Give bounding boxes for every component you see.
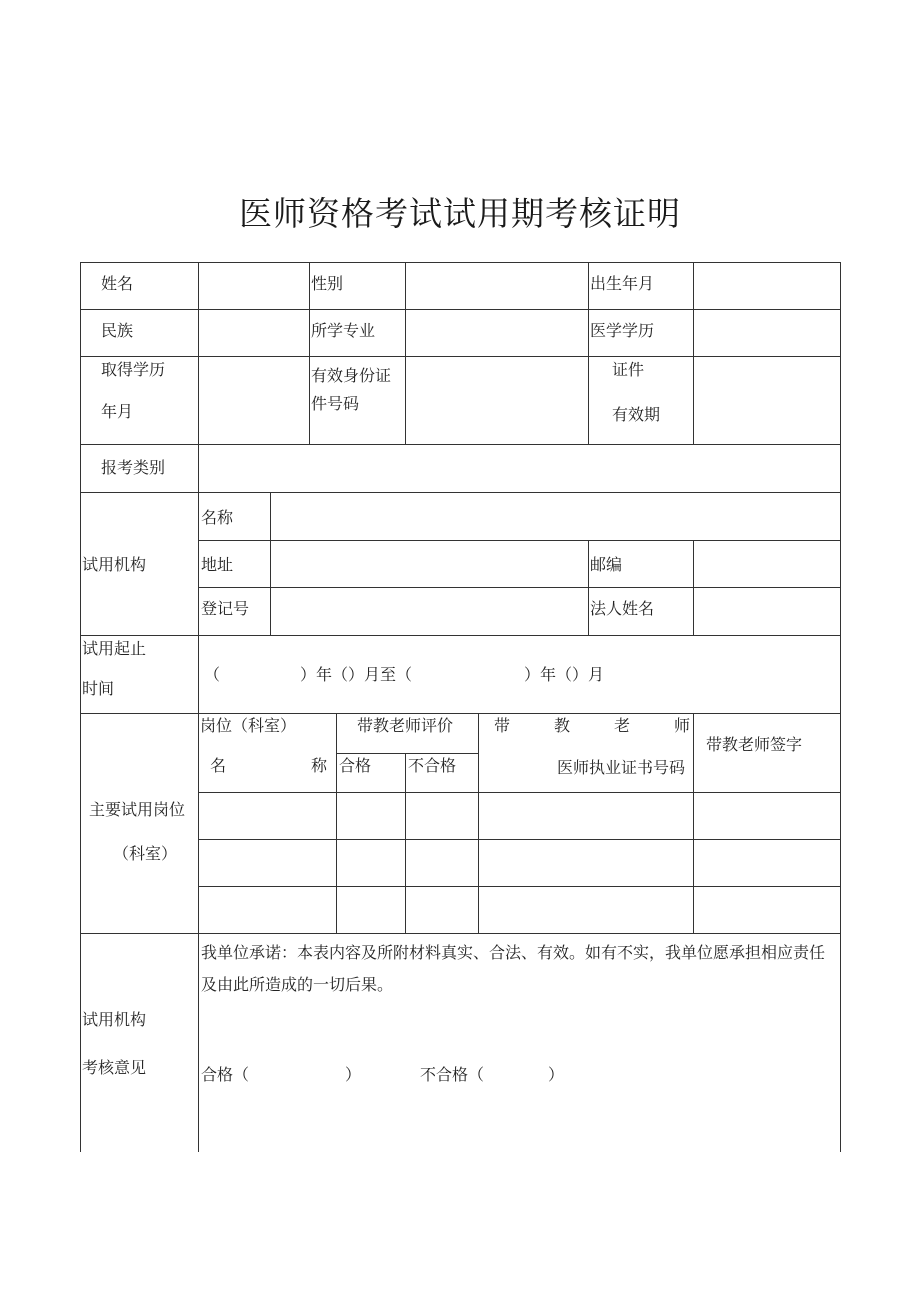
field-period[interactable]: （ ）年（）月至（ ）年（）月 <box>204 665 605 684</box>
header-teacher-eval: 带教老师评价 <box>357 716 454 735</box>
field-education[interactable] <box>694 310 840 356</box>
label-period-1: 试用起止 <box>82 639 147 658</box>
label-id-2: 件号码 <box>311 394 360 413</box>
label-opinion-1: 试用机构 <box>82 1010 147 1029</box>
header-teacher-char: 老 <box>613 716 630 735</box>
label-cert-2: 有效期 <box>612 405 661 424</box>
header-teacher-char: 带 <box>494 716 511 735</box>
label-edu-date-1: 取得学历 <box>101 360 166 379</box>
header-unqualified: 不合格 <box>408 756 457 775</box>
label-opinion-2: 考核意见 <box>82 1058 147 1077</box>
label-birth: 出生年月 <box>590 274 655 293</box>
header-teacher-char: 师 <box>673 716 690 735</box>
label-reg-no: 登记号 <box>201 599 250 618</box>
post-cell[interactable] <box>199 793 336 839</box>
label-main-post-2: （科室） <box>113 844 178 863</box>
field-id-number[interactable] <box>406 357 588 444</box>
label-legal-rep: 法人姓名 <box>590 599 655 618</box>
field-address[interactable] <box>271 541 588 587</box>
label-ethnicity: 民族 <box>101 321 134 340</box>
label-edu-date-2: 年月 <box>101 402 134 421</box>
field-name[interactable] <box>199 263 309 309</box>
field-inst-name[interactable] <box>271 493 840 540</box>
label-gender: 性别 <box>311 274 344 293</box>
result-pass[interactable]: 合格（ ） <box>201 1065 362 1084</box>
label-inst-name: 名称 <box>201 508 234 527</box>
field-ethnicity[interactable] <box>199 310 309 356</box>
field-birth[interactable] <box>694 263 840 309</box>
header-teacher-cert: 医师执业证书号码 <box>557 758 686 777</box>
result-fail[interactable]: 不合格（ ） <box>420 1065 565 1084</box>
label-institution: 试用机构 <box>82 555 147 574</box>
field-reg-no[interactable] <box>271 588 588 635</box>
header-teacher <box>494 717 690 735</box>
header-post-1: 岗位（科室） <box>200 716 297 735</box>
label-main-post-1: 主要试用岗位 <box>89 800 186 819</box>
field-legal-rep[interactable] <box>694 588 840 635</box>
post-cell[interactable] <box>199 887 336 933</box>
header-teacher-sign: 带教老师签字 <box>706 735 803 754</box>
label-education: 医学学历 <box>590 321 655 340</box>
label-id-1: 有效身份证 <box>311 366 392 385</box>
field-cert-validity[interactable] <box>694 357 840 444</box>
post-cell[interactable] <box>199 840 336 886</box>
header-post-ming: 名 <box>210 756 227 775</box>
label-postcode: 邮编 <box>590 555 623 574</box>
field-edu-date[interactable] <box>199 357 309 444</box>
page-title: 医师资格考试试用期考核证明 <box>239 194 681 233</box>
field-postcode[interactable] <box>694 541 840 587</box>
header-teacher-char: 教 <box>553 716 570 735</box>
label-period-2: 时间 <box>82 679 115 698</box>
pledge-text: 我单位承诺：本表内容及所附材料真实、合法、有效。如有不实，我单位愿承担相应责任及由此所造成的一切后果。 <box>201 943 826 994</box>
header-post-cheng: 称 <box>310 756 327 775</box>
label-name: 姓名 <box>101 274 134 293</box>
label-address: 地址 <box>201 555 234 574</box>
label-major: 所学专业 <box>311 321 376 340</box>
field-gender[interactable] <box>406 263 588 309</box>
header-post-2 <box>210 757 327 775</box>
header-qualified: 合格 <box>339 756 372 775</box>
label-exam-category: 报考类别 <box>101 458 166 477</box>
field-exam-category[interactable] <box>199 445 840 492</box>
label-cert-1: 证件 <box>612 360 645 379</box>
field-major[interactable] <box>406 310 588 356</box>
